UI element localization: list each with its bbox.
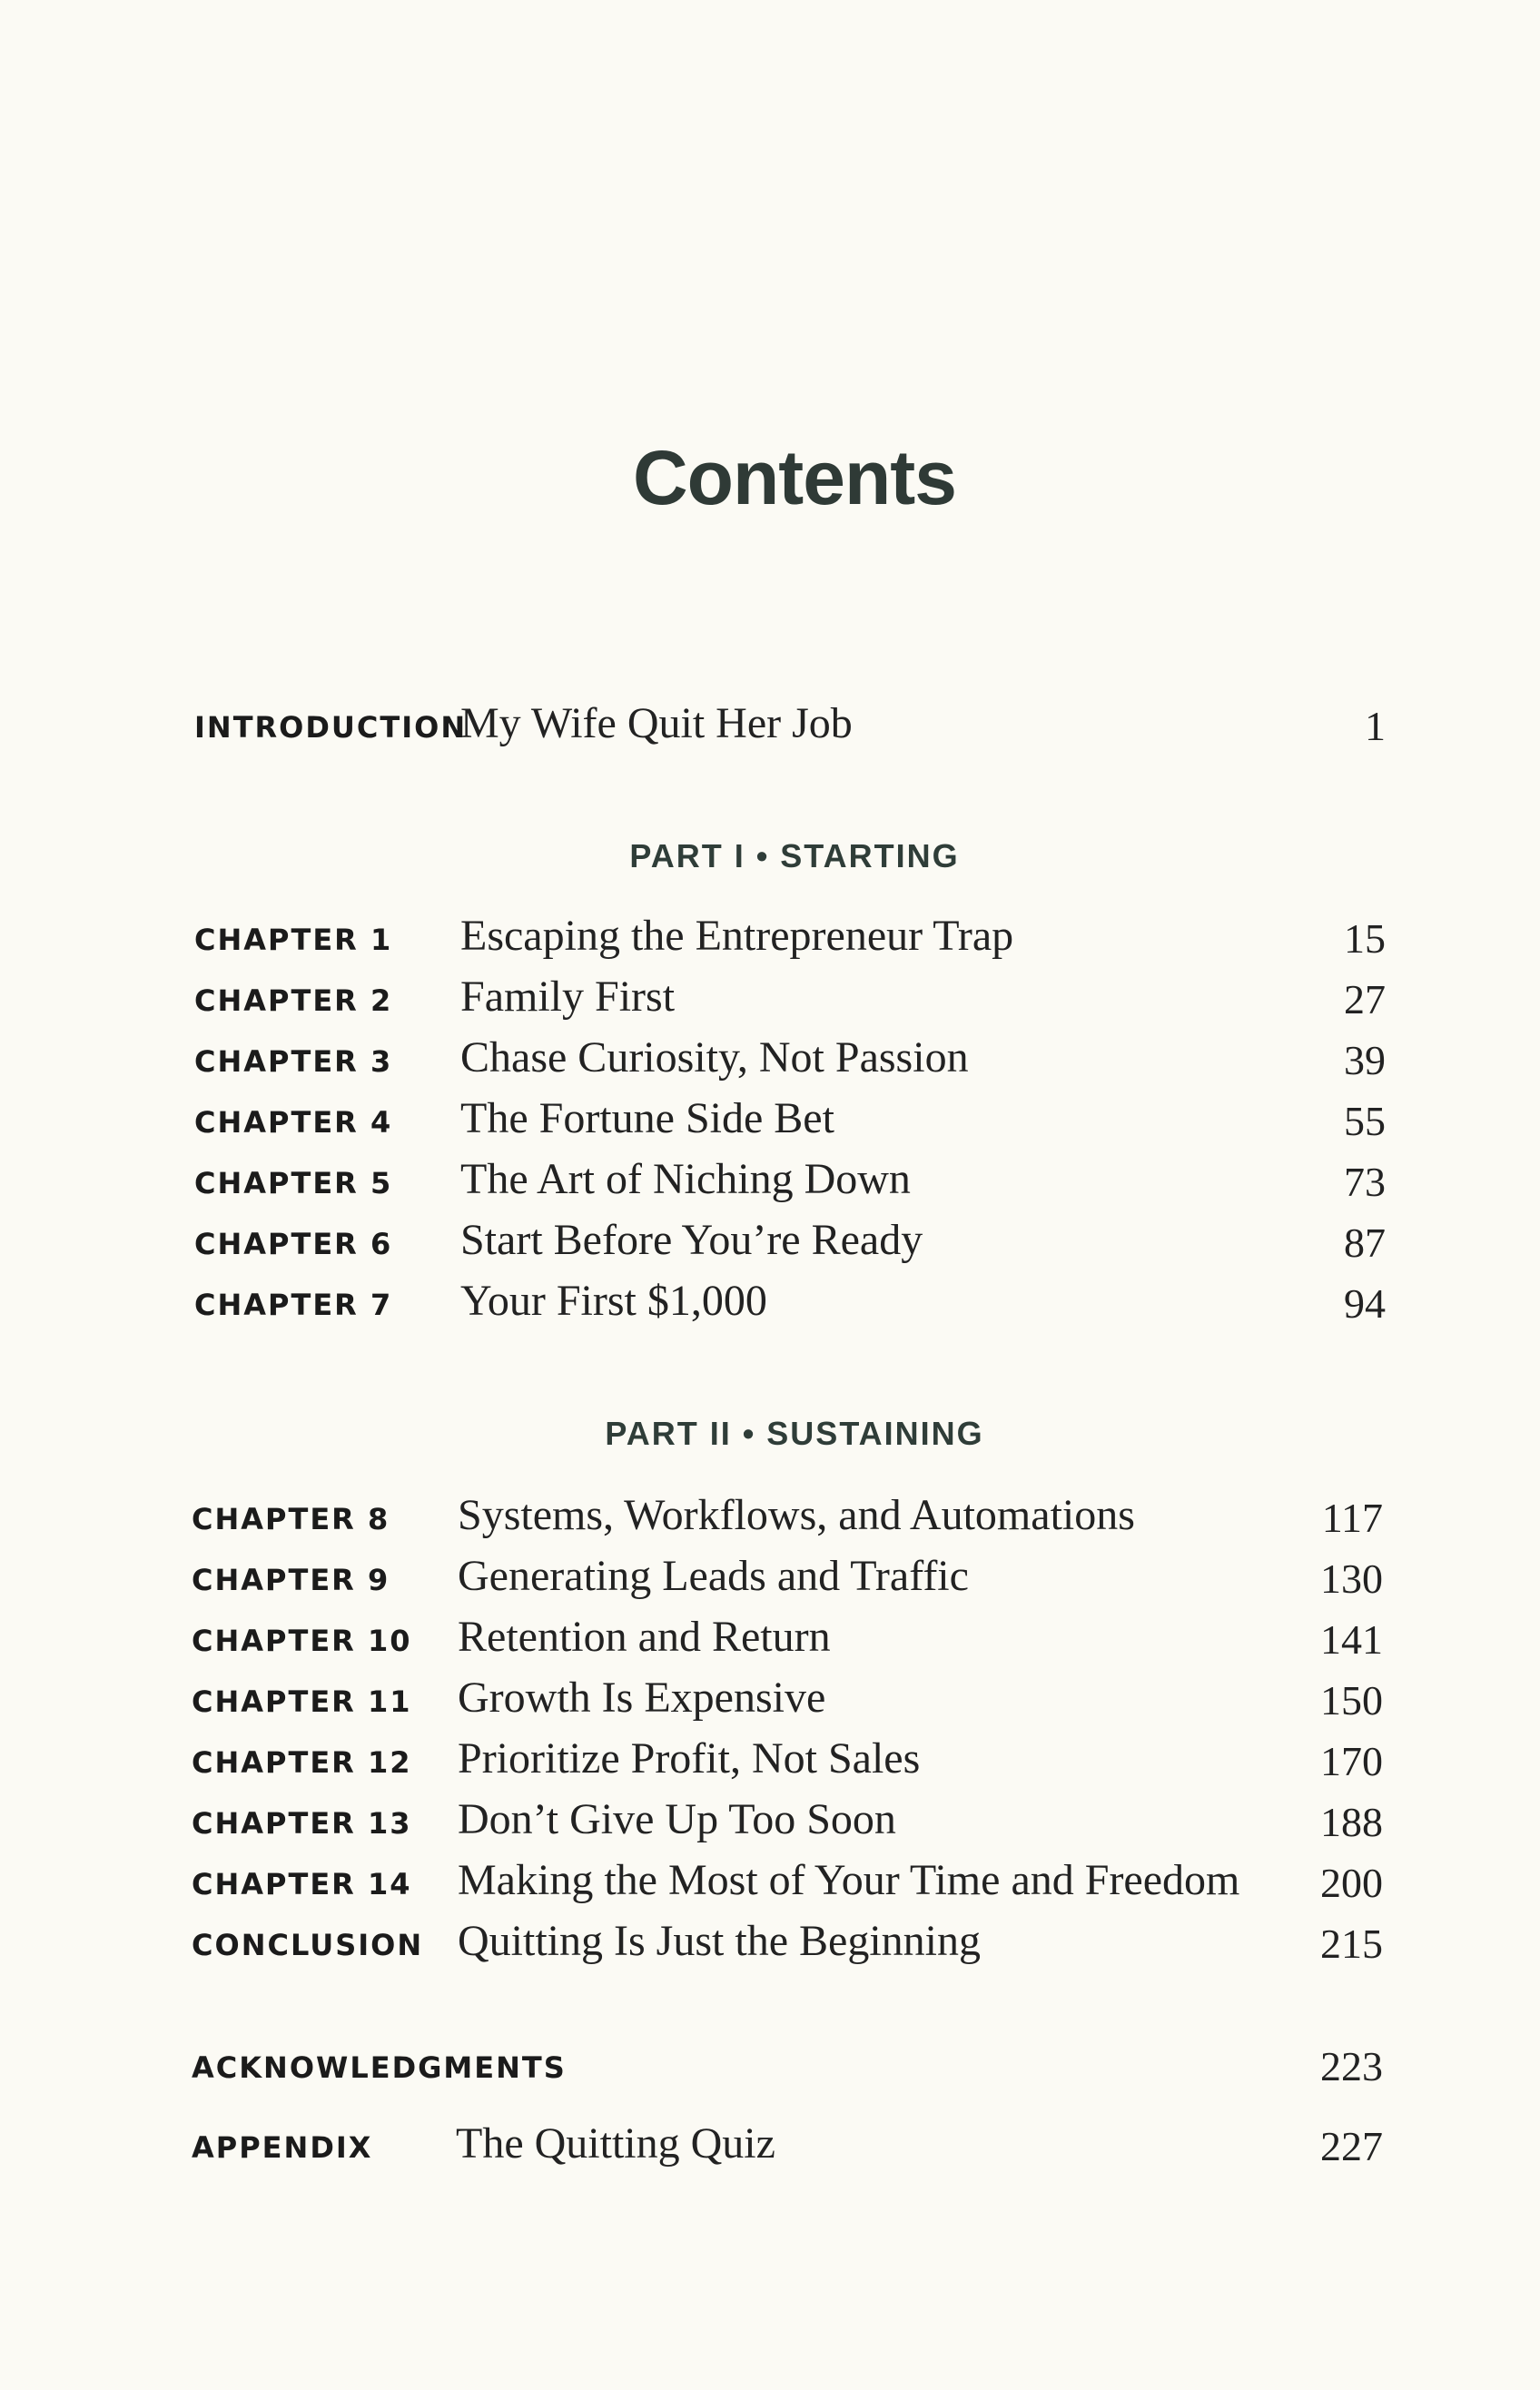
page-title: Contents (633, 435, 956, 520)
entry-label: CHAPTER 12 (192, 1745, 412, 1780)
entry-title: Quitting Is Just the Beginning (458, 1917, 981, 1965)
part-heading: PART I • STARTING (629, 837, 960, 874)
entry-title: Retention and Return (458, 1613, 831, 1661)
entry-page: 27 (1344, 976, 1386, 1022)
entry-label: CHAPTER 1 (194, 923, 393, 957)
entry-title: Prioritize Profit, Not Sales (458, 1734, 921, 1783)
toc-entry[interactable] (0, 1552, 1540, 1606)
entry-page: 141 (1320, 1616, 1383, 1663)
entry-label: CHAPTER 14 (192, 1867, 412, 1901)
entry-page: 55 (1344, 1098, 1386, 1144)
entry-label: CHAPTER 3 (194, 1044, 393, 1079)
entry-label: CHAPTER 2 (194, 983, 393, 1018)
toc-entry[interactable] (0, 912, 1540, 966)
entry-page: 94 (1344, 1280, 1386, 1327)
entry-title: Start Before You’re Ready (460, 1216, 923, 1264)
entry-label: CHAPTER 9 (192, 1563, 390, 1597)
entry-title: Family First (460, 973, 676, 1021)
entry-title: Chase Curiosity, Not Passion (460, 1033, 969, 1081)
toc-entry[interactable] (0, 1033, 1540, 1088)
toc-entry[interactable] (0, 1491, 1540, 1546)
entry-title: The Art of Niching Down (460, 1155, 911, 1203)
entry-page: 170 (1320, 1738, 1383, 1784)
toc-entry[interactable] (0, 1094, 1540, 1149)
entry-page: 200 (1320, 1860, 1383, 1906)
toc-entry[interactable] (0, 1155, 1540, 1210)
toc-entry[interactable] (0, 1856, 1540, 1911)
entry-label: INTRODUCTION (194, 710, 468, 745)
entry-label: APPENDIX (192, 2130, 373, 2165)
toc-entry[interactable] (0, 1734, 1540, 1789)
entry-page: 227 (1320, 2123, 1383, 2169)
entry-title: Growth Is Expensive (458, 1674, 826, 1722)
entry-label: CONCLUSION (192, 1928, 424, 1962)
entry-title: Making the Most of Your Time and Freedom (458, 1856, 1240, 1904)
entry-page: 188 (1320, 1799, 1383, 1845)
entry-label: CHAPTER 11 (192, 1684, 412, 1719)
entry-label: CHAPTER 4 (194, 1105, 393, 1140)
entry-page: 87 (1344, 1220, 1386, 1266)
toc-entry-acknowledgments[interactable] (0, 2039, 1540, 2094)
entry-page: 39 (1344, 1037, 1386, 1083)
entry-page: 1 (1365, 703, 1386, 749)
entry-page: 150 (1320, 1677, 1383, 1723)
toc-entry[interactable] (0, 1917, 1540, 1971)
toc-entry[interactable] (0, 1216, 1540, 1270)
entry-title: My Wife Quit Her Job (460, 699, 853, 747)
entry-page: 73 (1344, 1159, 1386, 1205)
entry-title: Don’t Give Up Too Soon (458, 1795, 896, 1843)
entry-page: 117 (1321, 1495, 1383, 1541)
entry-label: CHAPTER 10 (192, 1624, 412, 1658)
entry-title: Your First $1,000 (460, 1277, 767, 1325)
entry-label: CHAPTER 6 (194, 1227, 393, 1261)
entry-title: The Quitting Quiz (456, 2119, 775, 2168)
entry-label: CHAPTER 8 (192, 1502, 390, 1536)
entry-page: 130 (1320, 1555, 1383, 1602)
toc-entry[interactable] (0, 1277, 1540, 1331)
entry-page: 215 (1320, 1921, 1383, 1967)
entry-title: The Fortune Side Bet (460, 1094, 834, 1142)
entry-page: 223 (1320, 2043, 1383, 2089)
entry-label: CHAPTER 5 (194, 1166, 393, 1200)
entry-title: Systems, Workflows, and Automations (458, 1491, 1135, 1539)
entry-title: Escaping the Entrepreneur Trap (460, 912, 1014, 960)
entry-title: Generating Leads and Traffic (458, 1552, 969, 1600)
entry-label: CHAPTER 13 (192, 1806, 412, 1841)
toc-entry[interactable] (0, 1674, 1540, 1728)
part-heading: PART II • SUSTAINING (605, 1415, 984, 1452)
toc-entry-appendix[interactable] (0, 2119, 1540, 2174)
toc-entry[interactable] (0, 1613, 1540, 1667)
entry-label: ACKNOWLEDGMENTS (192, 2050, 567, 2085)
entry-page: 15 (1344, 915, 1386, 962)
toc-entry[interactable] (0, 973, 1540, 1027)
toc-entry-introduction[interactable] (0, 699, 1540, 754)
entry-label: CHAPTER 7 (194, 1288, 393, 1322)
toc-entry[interactable] (0, 1795, 1540, 1850)
